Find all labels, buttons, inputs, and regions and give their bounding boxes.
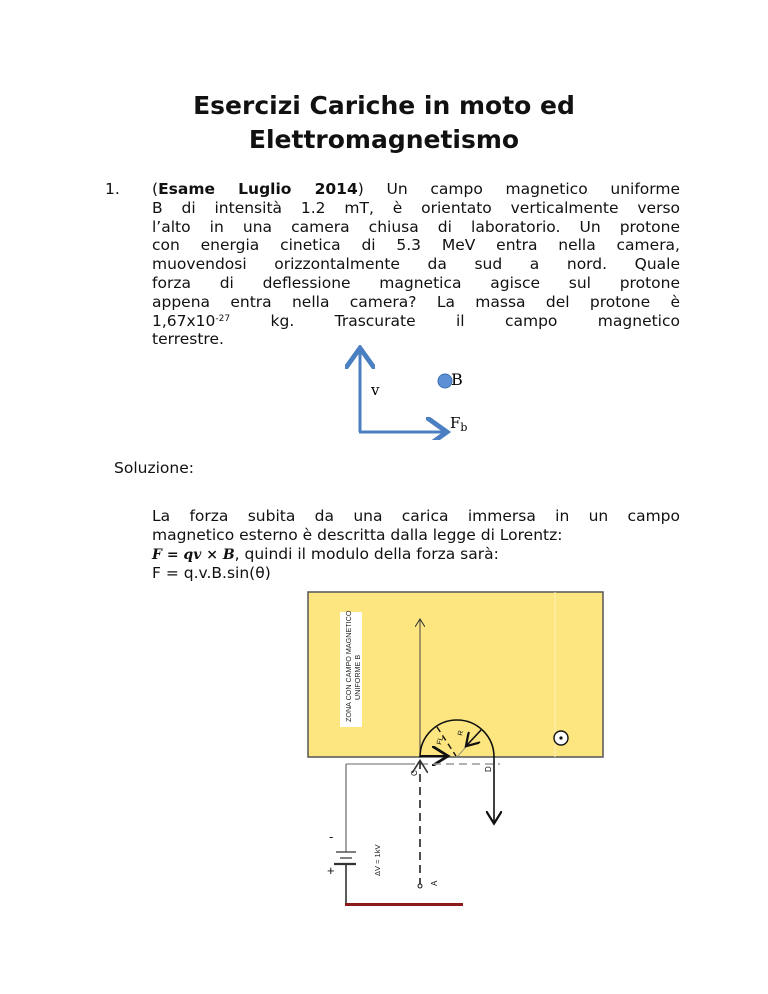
- battery-plus: +: [327, 863, 335, 878]
- label-Fb: $F_b$: [450, 414, 468, 434]
- document-title-line1: Esercizi Cariche in moto ed: [193, 91, 575, 120]
- exercise-number: 1.: [105, 180, 120, 198]
- lorentz-formula: F = qv × B: [152, 546, 235, 563]
- magnetic-zone-diagram: [300, 590, 620, 910]
- label-B: B: [451, 370, 463, 389]
- exercise-line: (Esame Luglio 2014) Un campo magnetico uniforme: [152, 180, 680, 198]
- label-FL: FL: [436, 735, 446, 746]
- exercise-line: B di intensità 1.2 mT, è orientato verticalmente verso: [152, 198, 680, 217]
- exercise-line: terrestre.: [152, 330, 224, 349]
- magnetic-field-dot: [438, 374, 452, 388]
- exercise-line: con energia cinetica di 5.3 MeV entra nella camera,: [152, 236, 680, 255]
- solution-line: F = q.v.B.sin(θ): [152, 564, 271, 583]
- label-voltage: ΔV = 1kV: [373, 844, 382, 876]
- zone-label-line1: ZONA CON CAMPO MAGNETICO: [344, 610, 353, 722]
- exercise-line: $1,67x10^{-27}$ kg. Trascurate il campo magnetico: [152, 311, 680, 330]
- solution-line: magnetico esterno è descritta dalla legge di Lorentz:: [152, 525, 563, 544]
- document-title-line2: Elettromagnetismo: [248, 125, 520, 154]
- zone-label-line2: UNIFORME B: [353, 654, 362, 700]
- exercise-line: l’alto in una camera chiusa di laboratorio. Un protone: [152, 217, 680, 236]
- exercise-text: [152, 180, 680, 349]
- battery-minus: -: [329, 829, 334, 844]
- solution-line: F = qv × B, quindi il modulo della forza sarà:: [152, 544, 499, 563]
- label-C: C: [410, 770, 419, 776]
- solution-line: La forza subita da una carica immersa in un campo: [152, 507, 680, 525]
- accelerator-plate: [345, 903, 463, 906]
- solution-text: [152, 507, 680, 583]
- label-R: R: [457, 729, 466, 737]
- label-D: D: [484, 766, 493, 772]
- label-A: A: [430, 880, 439, 886]
- vector-diagram: [340, 345, 490, 440]
- exercise-line: muovendosi orizzontalmente da sud a nord. Quale: [152, 255, 680, 274]
- label-v: v: [371, 381, 380, 399]
- solution-heading: Soluzione:: [114, 459, 194, 477]
- exercise-line: forza di deflessione magnetica agisce sul protone: [152, 273, 680, 292]
- exercise-line: appena entra nella camera? La massa del protone è: [152, 292, 680, 311]
- exercise-source: Esame Luglio 2014: [158, 180, 358, 198]
